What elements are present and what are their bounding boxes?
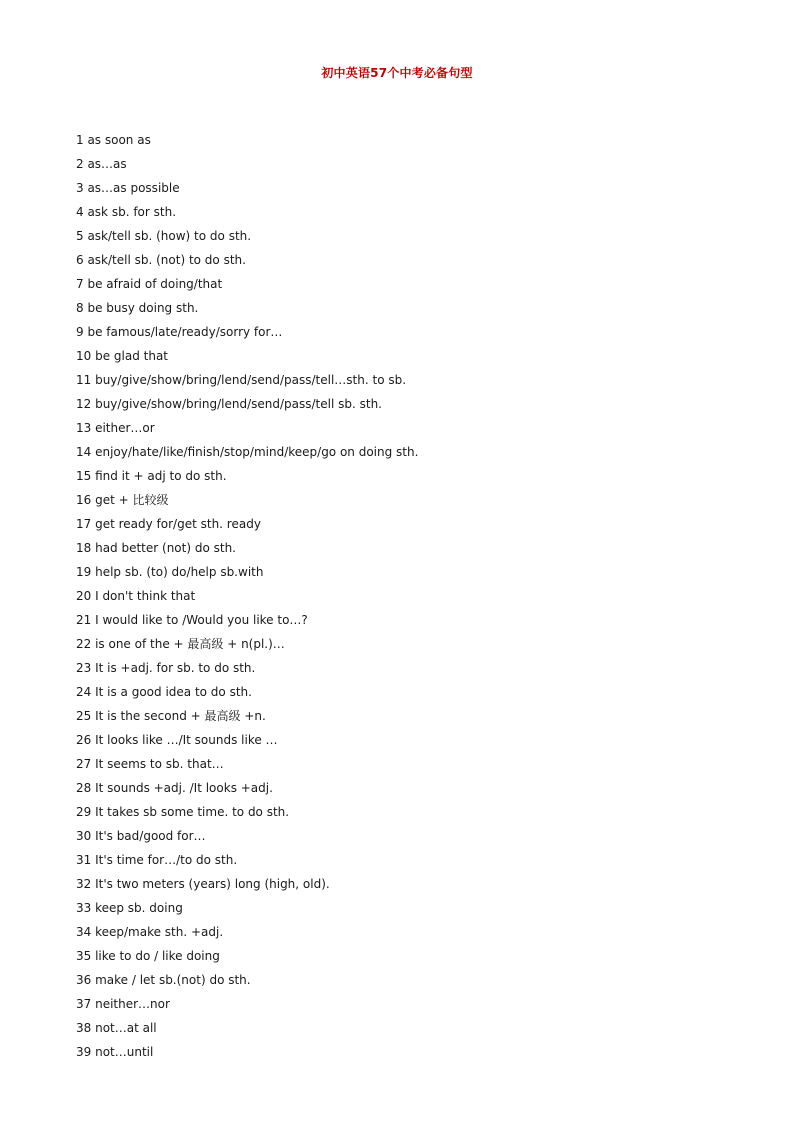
list-item: 36 make / let sb.(not) do sth. [76,973,251,987]
list-item: 28 It sounds +adj. /It looks +adj. [76,781,273,795]
list-item: 3 as…as possible [76,181,180,195]
list-item: 19 help sb. (to) do/help sb.with [76,565,264,579]
list-item: 27 It seems to sb. that… [76,757,224,771]
list-item: 4 ask sb. for sth. [76,205,177,219]
sentence-pattern-list [76,131,418,1067]
list-item: 29 It takes sb some time. to do sth. [76,805,290,819]
list-item: 39 not…until [76,1045,154,1059]
list-item: 37 neither…nor [76,997,170,1011]
list-item: 21 I would like to /Would you like to…? [76,613,308,627]
list-item: 13 either…or [76,421,155,435]
list-item: 9 be famous/late/ready/sorry for… [76,325,283,339]
list-item: 15 find it + adj to do sth. [76,469,227,483]
list-item: 2 as…as [76,157,127,171]
list-item: 10 be glad that [76,349,169,363]
list-item: 26 It looks like …/It sounds like … [76,733,278,747]
list-item: 31 It's time for…/to do sth. [76,853,238,867]
document-title: 初中英语57个中考必备句型 [321,66,473,80]
list-item: 1 as soon as [76,133,151,147]
list-item: 11 buy/give/show/bring/lend/send/pass/tell…sth. to sb. [76,373,407,387]
list-item: 8 be busy doing sth. [76,301,199,315]
list-item: 23 It is +adj. for sb. to do sth. [76,661,256,675]
list-item: 5 ask/tell sb. (how) to do sth. [76,229,252,243]
list-item: 22 is one of the + 最高级 + n(pl.)… [76,637,285,651]
list-item: 25 It is the second + 最高级 +n. [76,709,266,723]
list-item: 16 get + 比较级 [76,493,169,507]
list-item: 7 be afraid of doing/that [76,277,223,291]
list-item: 32 It's two meters (years) long (high, old). [76,877,330,891]
list-item: 35 like to do / like doing [76,949,220,963]
list-item: 33 keep sb. doing [76,901,183,915]
list-item: 18 had better (not) do sth. [76,541,236,555]
list-item: 17 get ready for/get sth. ready [76,517,261,531]
list-item: 12 buy/give/show/bring/lend/send/pass/tell sb. sth. [76,397,382,411]
list-item: 24 It is a good idea to do sth. [76,685,252,699]
list-item: 6 ask/tell sb. (not) to do sth. [76,253,246,267]
list-item: 34 keep/make sth. +adj. [76,925,224,939]
list-item: 20 I don't think that [76,589,196,603]
list-item: 38 not…at all [76,1021,157,1035]
list-item: 30 It's bad/good for… [76,829,206,843]
list-item: 14 enjoy/hate/like/finish/stop/mind/keep/go on doing sth. [76,445,419,459]
